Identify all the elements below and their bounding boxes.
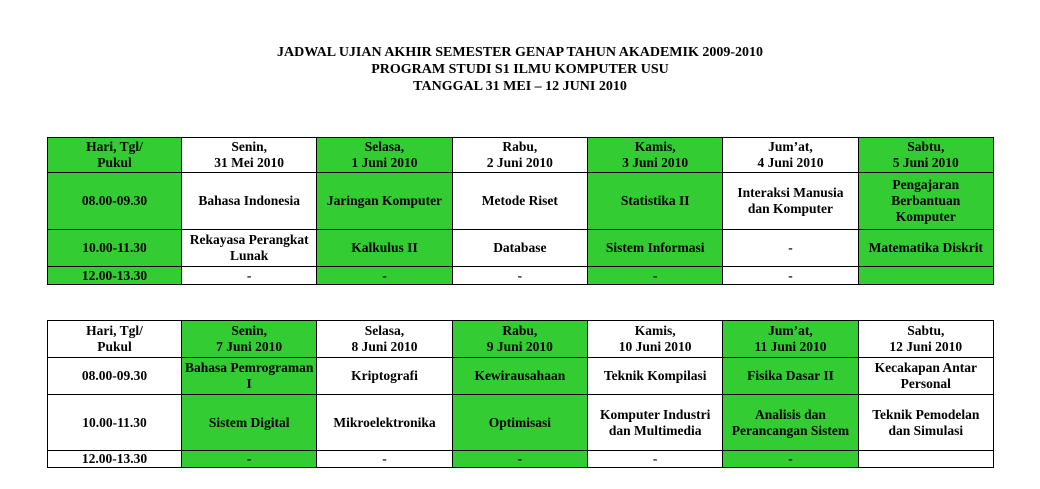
exam-cell: Kewirausahaan [452, 358, 587, 395]
exam-cell: - [317, 267, 452, 285]
exam-cell: Teknik Pemodelan dan Simulasi [858, 395, 993, 451]
header-day: Jum’at, 4 Juni 2010 [723, 138, 858, 173]
exam-cell: Bahasa Indonesia [182, 173, 317, 230]
schedule-table-week1 [47, 137, 994, 285]
header-day: Senin, 7 Juni 2010 [182, 321, 317, 358]
time-cell: 10.00-11.30 [48, 230, 182, 267]
title-line-3: TANGGAL 31 MEI – 12 JUNI 2010 [413, 79, 627, 94]
time-cell: 12.00-13.30 [48, 451, 182, 468]
exam-cell: Matematika Diskrit [858, 230, 993, 267]
exam-cell: - [182, 451, 317, 468]
header-day: Selasa, 1 Juni 2010 [317, 138, 452, 173]
table-row [48, 230, 994, 267]
header-day: Jum’at, 11 Juni 2010 [723, 321, 858, 358]
exam-cell: Sistem Informasi [587, 230, 722, 267]
schedule-table-week2 [47, 320, 994, 468]
header-day: Rabu, 2 Juni 2010 [452, 138, 587, 173]
header-day: Sabtu, 5 Juni 2010 [858, 138, 993, 173]
exam-cell: Fisika Dasar II [723, 358, 858, 395]
exam-cell: - [723, 267, 858, 285]
title-line-1: JADWAL UJIAN AKHIR SEMESTER GENAP TAHUN AKADEMIK 2009-2010 [276, 45, 764, 60]
exam-cell: Sistem Digital [182, 395, 317, 451]
exam-cell: - [182, 267, 317, 285]
exam-cell: Kecakapan Antar Personal [858, 358, 993, 395]
exam-cell [858, 267, 993, 285]
header-hari-pukul: Hari, Tgl/ Pukul [48, 138, 182, 173]
time-cell: 10.00-11.30 [48, 395, 182, 451]
exam-cell: Kalkulus II [317, 230, 452, 267]
table-row [48, 395, 994, 451]
exam-cell: Pengajaran Berbantuan Komputer [858, 173, 993, 230]
time-cell: 12.00-13.30 [48, 267, 182, 285]
exam-cell: Analisis dan Perancangan Sistem [723, 395, 858, 451]
header-day: Senin, 31 Mei 2010 [182, 138, 317, 173]
exam-cell: Teknik Kompilasi [587, 358, 722, 395]
title-line-2: PROGRAM STUDI S1 ILMU KOMPUTER USU [371, 62, 669, 77]
table-row [48, 173, 994, 230]
exam-cell: - [723, 230, 858, 267]
exam-cell: - [452, 451, 587, 468]
time-cell: 08.00-09.30 [48, 173, 182, 230]
table-header-row [48, 138, 994, 173]
exam-cell [858, 451, 993, 468]
table-row [48, 358, 994, 395]
exam-cell: Mikroelektronika [317, 395, 452, 451]
exam-cell: Optimisasi [452, 395, 587, 451]
exam-cell: Database [452, 230, 587, 267]
header-day: Kamis, 3 Juni 2010 [587, 138, 722, 173]
exam-cell: - [587, 267, 722, 285]
exam-cell: Jaringan Komputer [317, 173, 452, 230]
exam-cell: - [452, 267, 587, 285]
header-day: Rabu, 9 Juni 2010 [452, 321, 587, 358]
exam-cell: - [587, 451, 722, 468]
header-hari-pukul: Hari, Tgl/ Pukul [48, 321, 182, 358]
time-cell: 08.00-09.30 [48, 358, 182, 395]
header-day: Sabtu, 12 Juni 2010 [858, 321, 993, 358]
exam-cell: Kriptografi [317, 358, 452, 395]
header-day: Kamis, 10 Juni 2010 [587, 321, 722, 358]
table-row [48, 267, 994, 285]
table-row [48, 451, 994, 468]
page-title [0, 44, 1040, 95]
exam-cell: Bahasa Pemrograman I [182, 358, 317, 395]
exam-cell: Metode Riset [452, 173, 587, 230]
exam-cell: - [723, 451, 858, 468]
header-day: Selasa, 8 Juni 2010 [317, 321, 452, 358]
table-header-row [48, 321, 994, 358]
exam-cell: - [317, 451, 452, 468]
exam-cell: Interaksi Manusia dan Komputer [723, 173, 858, 230]
exam-cell: Rekayasa Perangkat Lunak [182, 230, 317, 267]
exam-cell: Statistika II [587, 173, 722, 230]
exam-cell: Komputer Industri dan Multimedia [587, 395, 722, 451]
